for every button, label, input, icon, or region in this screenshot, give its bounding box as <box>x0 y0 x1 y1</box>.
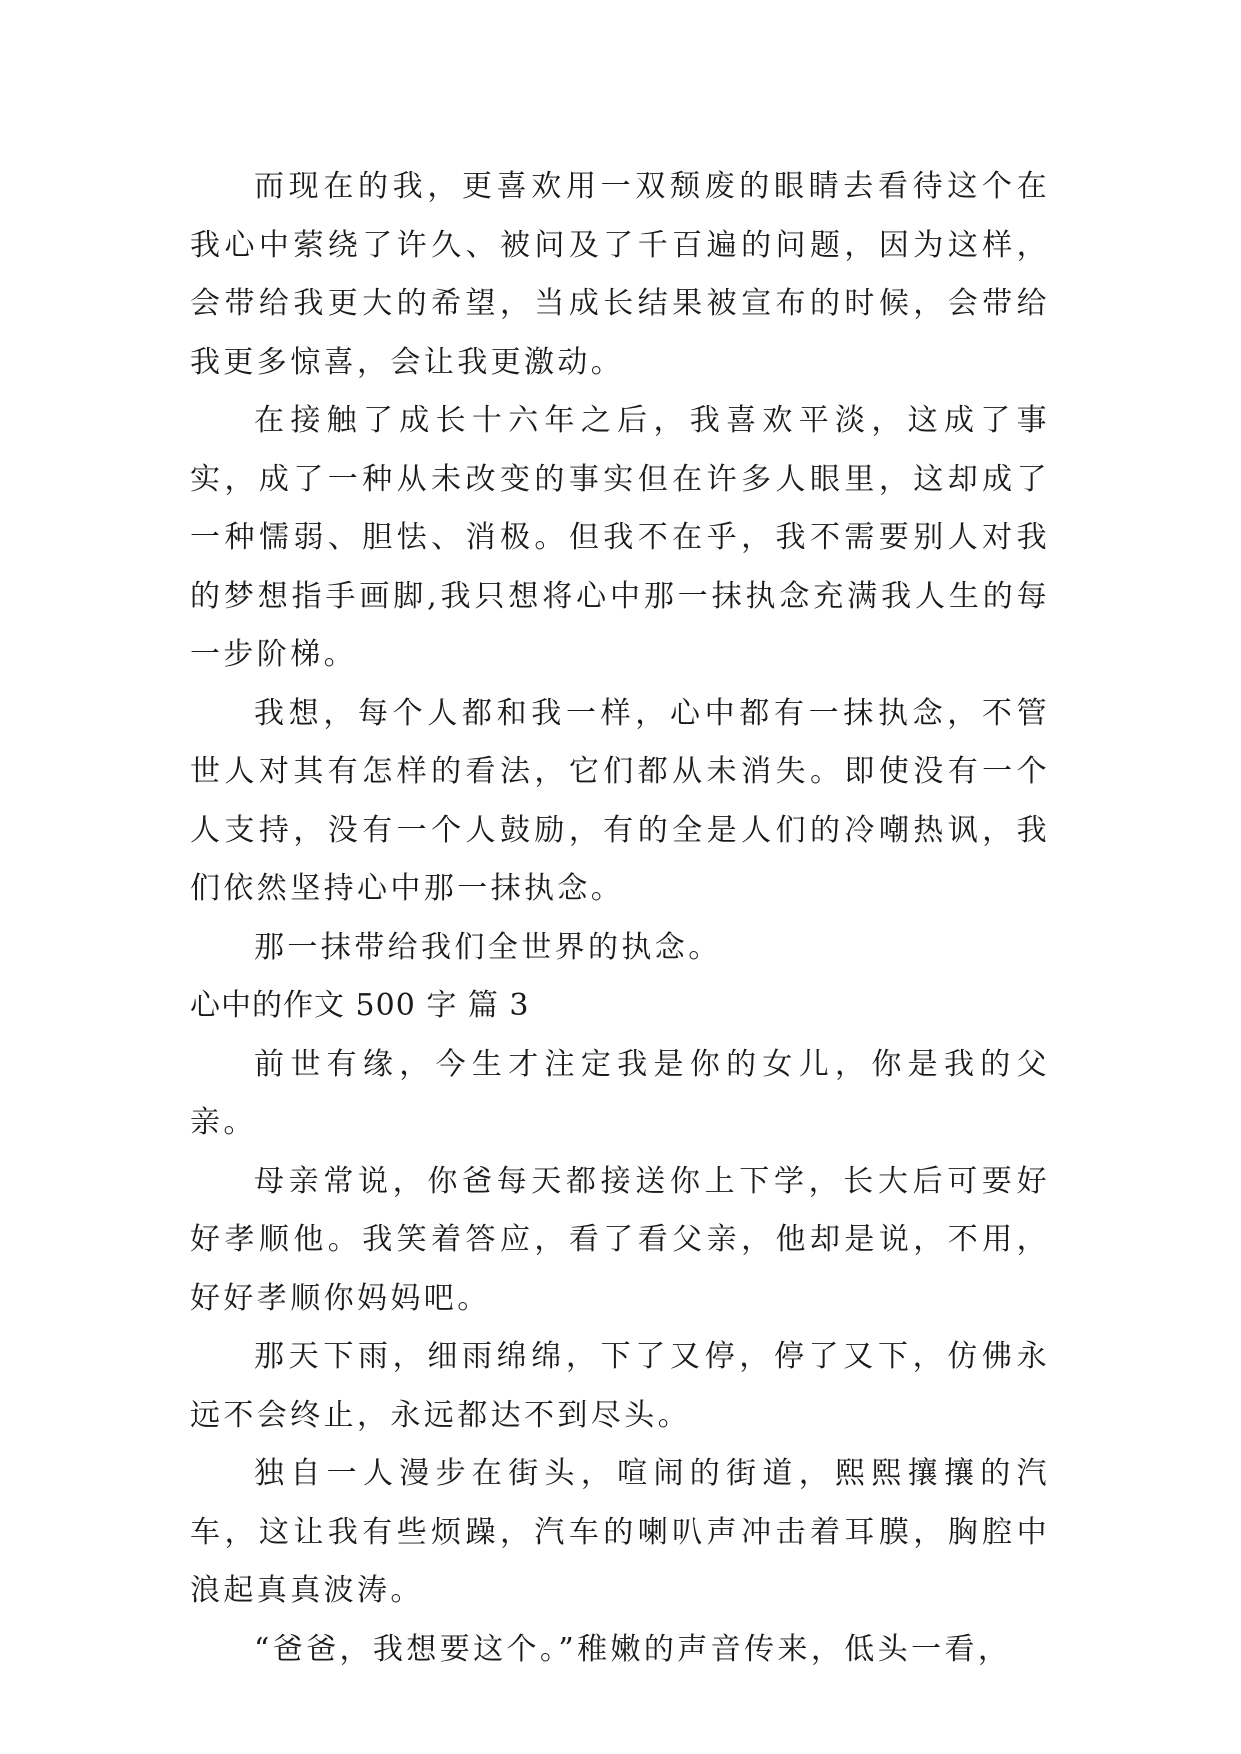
paragraph-1: 而现在的我，更喜欢用一双颓废的眼睛去看待这个在我心中萦绕了许久、被问及了千百遍的问题，因为这样，会带给我更大的希望，当成长结果被宣布的时候，会带给我更多惊喜，会让我更激动。 <box>190 169 1050 380</box>
paragraph-9: “爸爸，我想要这个。”稚嫩的声音传来，低头一看， <box>254 1631 1012 1667</box>
paragraph-4: 那一抹带给我们全世界的执念。 <box>254 929 722 965</box>
paragraph-3: 我想，每个人都和我一样，心中都有一抹执念，不管世人对其有怎样的看法，它们都从未消失。即使没有一个人支持，没有一个人鼓励，有的全是人们的冷嘲热讽，我们依然坚持心中那一抹执念。 <box>190 695 1050 906</box>
paragraph-2: 在接触了成长十六年之后，我喜欢平淡，这成了事实，成了一种从未改变的事实但在许多人眼里，这却成了一种懦弱、胆怯、消极。但我不在乎，我不需要别人对我的梦想指手画脚,我只想将心中那一抹执念充满我人生的每一步阶梯。 <box>190 403 1050 672</box>
paragraph-6: 母亲常说，你爸每天都接送你上下学，长大后可要好好孝顺他。我笑着答应，看了看父亲，他却是说，不用，好好孝顺你妈妈吧。 <box>190 1163 1050 1316</box>
section-heading: 心中的作文 500 字 篇 3 <box>190 988 530 1023</box>
document-body <box>190 158 1050 1679</box>
paragraph-8: 独自一人漫步在街头，喧闹的街道，熙熙攘攘的汽车，这让我有些烦躁，汽车的喇叭声冲击着耳膜，胸腔中浪起真真波涛。 <box>190 1456 1050 1608</box>
paragraph-7: 那天下雨，细雨绵绵，下了又停，停了又下，仿佛永远不会终止，永远都达不到尽头。 <box>190 1339 1050 1433</box>
paragraph-5: 前世有缘，今生才注定我是你的女儿，你是我的父亲。 <box>190 1046 1050 1140</box>
